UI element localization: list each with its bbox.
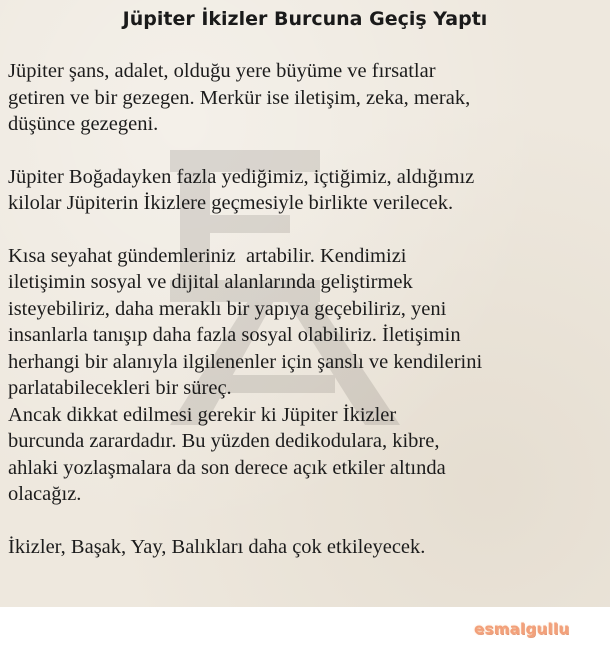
text-line: herhangi bir alanıyla ilgilenenler için şanslı ve kendilerini [8,350,483,373]
text-line: iletişimin sosyal ve dijital alanlarında geliştirmek [8,271,413,293]
paragraph-caution [8,402,608,508]
text-line: burcunda zarardadır. Bu yüzden dedikodulara, kibre, [8,430,440,452]
paragraph-communication [8,243,608,402]
text-line: Jüpiter şans, adalet, olduğu yere büyüme ve fırsatlar [8,60,436,82]
text-line: İkizler, Başak, Yay, Balıkları daha çok etkileyecek. [8,535,426,558]
paragraph-jupiter-intro [8,58,608,138]
text-line: Kısa seyahat gündemleriniz artabilir. Kendimizi [8,244,407,267]
text-line: Jüpiter Boğadayken fazla yediğimiz, içtiğimiz, aldığımız [8,165,475,188]
text-line: olacağız. [8,483,82,505]
article-body [8,58,608,560]
text-line: insanlarla tanışıp daha fazla sosyal olabiliriz. İletişimin [8,324,461,346]
text-line: isteyebiliriz, daha meraklı bir yapıya geçebiliriz, yeni [8,297,447,320]
author-signature: esmalgullu [474,620,570,638]
text-line: getiren ve bir gezegen. Merkür ise iletişim, zeka, merak, [8,86,471,109]
text-line: Ancak dikkat edilmesi gerekir ki Jüpiter İkizler [8,403,397,426]
text-line: kilolar Jüpiterin İkizlere geçmesiyle birlikte verilecek. [8,192,454,214]
paragraph-taurus-weight [8,164,608,217]
paragraph-affected-signs [8,534,608,561]
text-line: düşünce gezegeni. [8,113,159,135]
text-line: parlatabilecekleri bir süreç. [8,377,232,399]
article-title: Jüpiter İkizler Burcuna Geçiş Yaptı [122,8,488,30]
text-line: ahlaki yozlaşmalara da son derece açık etkiler altında [8,456,446,479]
